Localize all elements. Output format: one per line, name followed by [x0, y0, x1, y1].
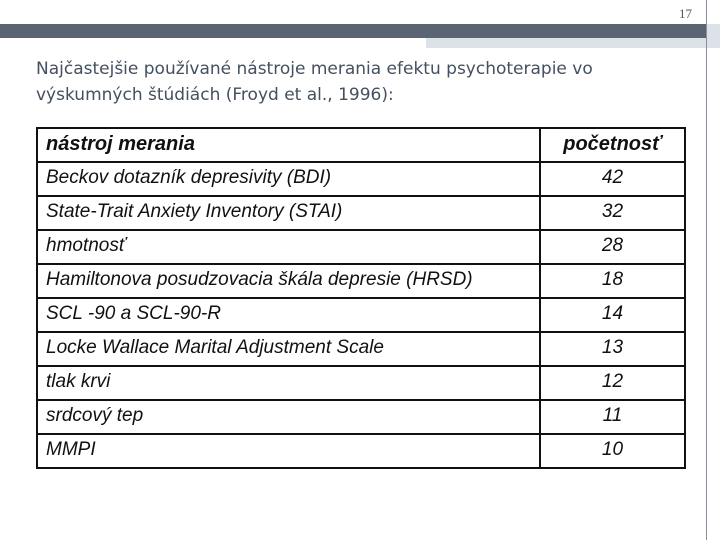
table-row: [37, 230, 685, 264]
table-row: [37, 332, 685, 366]
table-row: [37, 400, 685, 434]
instrument-cell: Beckov dotazník depresivity (BDI): [37, 162, 540, 196]
table-row: [37, 162, 685, 196]
instrument-cell: Locke Wallace Marital Adjustment Scale: [37, 332, 540, 366]
slide-title: Najčastejšie používané nástroje merania efektu psychoterapie vo výskumných štúdiách (Froyd et al., 1996):: [36, 59, 593, 105]
count-cell: 28: [540, 230, 685, 264]
count-cell: 32: [540, 196, 685, 230]
instrument-cell: Hamiltonova posudzovacia škála depresie (HRSD): [37, 264, 540, 298]
count-cell: 14: [540, 298, 685, 332]
table-row: [37, 298, 685, 332]
header-accent: [426, 38, 706, 48]
count-cell: 18: [540, 264, 685, 298]
count-cell: 10: [540, 434, 685, 468]
column-header-instrument: nástroj merania: [37, 128, 540, 162]
count-cell: 42: [540, 162, 685, 196]
count-cell: 13: [540, 332, 685, 366]
count-cell: 12: [540, 366, 685, 400]
header-bar: [0, 24, 706, 38]
table-header-row: [37, 128, 685, 162]
column-header-count: početnosť: [540, 128, 685, 162]
count-cell: 11: [540, 400, 685, 434]
page-number: 17: [679, 6, 692, 21]
table-row: [37, 264, 685, 298]
instruments-table: [36, 127, 686, 469]
right-divider-shade: [707, 24, 720, 48]
table-row: [37, 366, 685, 400]
instrument-cell: MMPI: [37, 434, 540, 468]
instrument-cell: hmotnosť: [37, 230, 540, 264]
table-row: [37, 196, 685, 230]
table-row: [37, 434, 685, 468]
instrument-cell: SCL -90 a SCL-90-R: [37, 298, 540, 332]
instrument-cell: tlak krvi: [37, 366, 540, 400]
instrument-cell: State-Trait Anxiety Inventory (STAI): [37, 196, 540, 230]
instrument-cell: srdcový tep: [37, 400, 540, 434]
right-divider: [706, 0, 707, 540]
